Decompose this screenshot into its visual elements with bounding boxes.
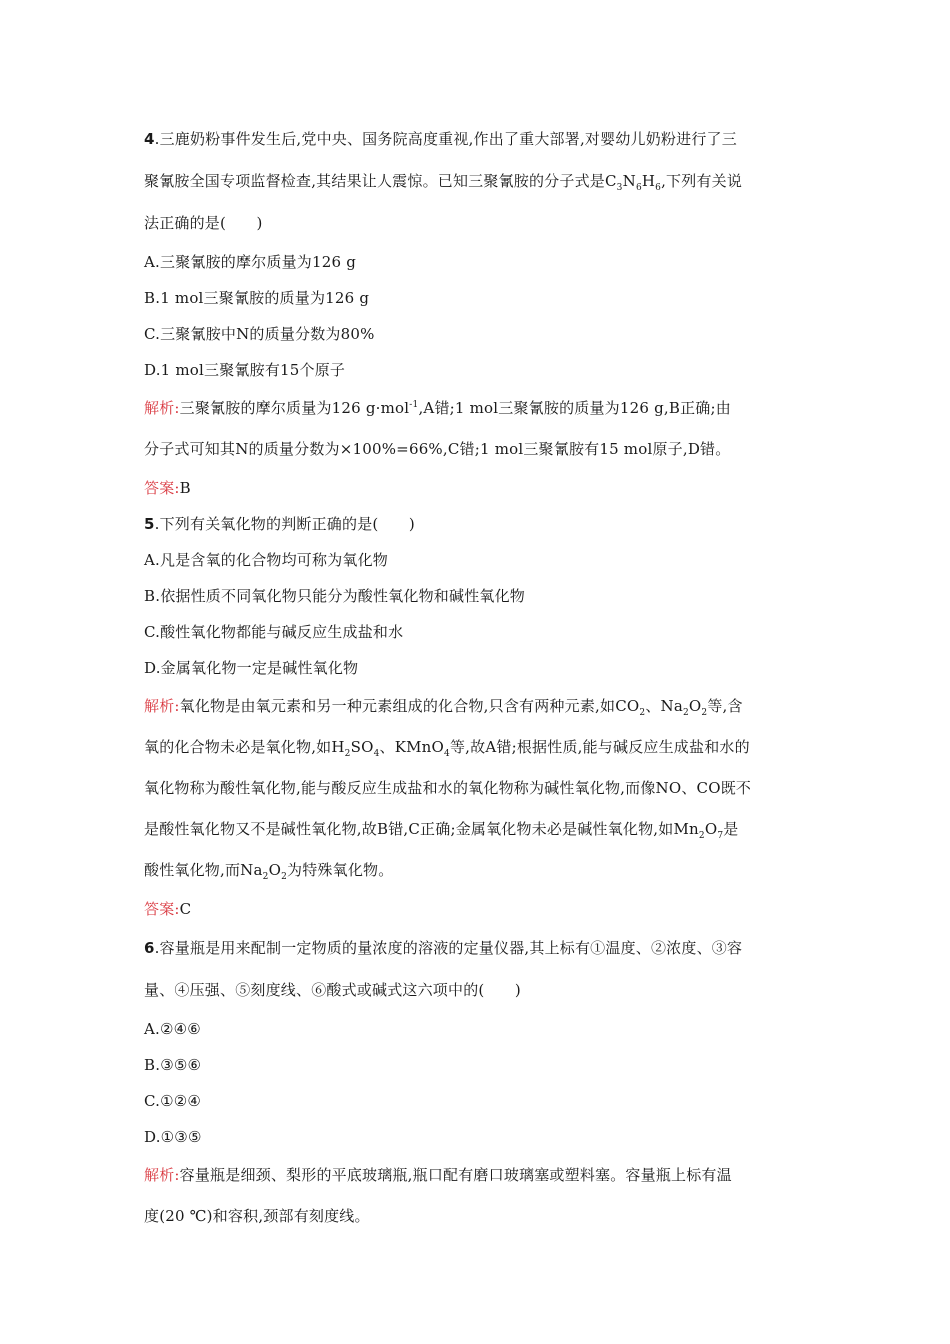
question-stem-line: 6.容量瓶是用来配制一定物质的量浓度的溶液的定量仪器,其上标有①温度、②浓度、③容 <box>144 939 743 957</box>
solution-line: 是酸性氧化物又不是碱性氧化物,故B错,C正确;金属氧化物未必是碱性氧化物,如$Mn_2O_7$是 <box>144 820 739 841</box>
document-page <box>144 118 810 1237</box>
solution-line: 解析:氧化物是由氧元素和另一种元素组成的化合物,只含有两种元素,如$CO_2$、$Na_2O_2$等,含 <box>144 697 743 718</box>
solution-line: 氧化物称为酸性氧化物,能与酸反应生成盐和水的氧化物称为碱性氧化物,而像NO、CO既不 <box>144 779 752 797</box>
question-stem-line: 5.下列有关氧化物的判断正确的是( ) <box>144 515 415 533</box>
question-stem-line: 法正确的是( ) <box>144 214 263 232</box>
solution-label: 解析: <box>144 399 180 417</box>
question-number: 4 <box>144 130 155 148</box>
question-stem-line: 聚氰胺全国专项监督检查,其结果让人震惊。已知三聚氰胺的分子式是$C_3N_6H_6$,下列有关说 <box>144 172 743 193</box>
question-stem-line: 4.三鹿奶粉事件发生后,党中央、国务院高度重视,作出了重大部署,对婴幼儿奶粉进行了三 <box>144 130 737 148</box>
answer-line <box>144 891 810 927</box>
option-b: B.依据性质不同氧化物只能分为酸性氧化物和碱性氧化物 <box>144 587 525 605</box>
option-c: C.三聚氰胺中N的质量分数为80% <box>144 325 375 343</box>
solution-line: 解析:三聚氰胺的摩尔质量为126 g·mol$^{-1}$,A错;1 mol三聚氰胺的质量为126 g,B正确;由 <box>144 399 731 417</box>
option-d: D.1 mol三聚氰胺有15个原子 <box>144 361 346 379</box>
option-b: B.③⑤⑥ <box>144 1056 202 1074</box>
question-number: 5 <box>144 515 155 533</box>
solution-label: 解析: <box>144 1166 180 1184</box>
solution-line: 酸性氧化物,而$Na_2O_2$为特殊氧化物。 <box>144 861 394 882</box>
answer-value: C <box>179 900 192 918</box>
answer-label: 答案: <box>144 900 180 918</box>
question-stem-line: 量、④压强、⑤刻度线、⑥酸式或碱式这六项中的( ) <box>144 981 521 999</box>
question-5 <box>144 506 810 927</box>
option-a: A.凡是含氧的化合物均可称为氧化物 <box>144 551 389 569</box>
option-a: A.三聚氰胺的摩尔质量为126 g <box>144 253 357 271</box>
solution-line: 度(20 ℃)和容积,颈部有刻度线。 <box>144 1207 370 1225</box>
option-b: B.1 mol三聚氰胺的质量为126 g <box>144 289 370 307</box>
answer-value: B <box>179 479 191 497</box>
answer-label: 答案: <box>144 479 180 497</box>
answer-line <box>144 470 810 506</box>
option-c: C.酸性氧化物都能与碱反应生成盐和水 <box>144 623 404 641</box>
solution-line: 解析:容量瓶是细颈、梨形的平底玻璃瓶,瓶口配有磨口玻璃塞或塑料塞。容量瓶上标有温 <box>144 1166 732 1184</box>
option-a: A.②④⑥ <box>144 1020 201 1038</box>
option-d: D.金属氧化物一定是碱性氧化物 <box>144 659 359 677</box>
option-c: C.①②④ <box>144 1092 202 1110</box>
question-4 <box>144 118 810 506</box>
chemical-formula: $C_3N_6H_6$ <box>604 172 662 193</box>
question-number: 6 <box>144 939 155 957</box>
solution-line: 分子式可知其N的质量分数为×100%=66%,C错;1 mol三聚氰胺有15 mol原子,D错。 <box>144 440 731 458</box>
question-6 <box>144 927 810 1237</box>
solution-label: 解析: <box>144 697 180 715</box>
option-d: D.①③⑤ <box>144 1128 202 1146</box>
solution-line: 氧的化合物未必是氧化物,如$H_2SO_4$、KMnO$_4$等,故A错;根据性质,能与碱反应生成盐和水的 <box>144 738 750 759</box>
